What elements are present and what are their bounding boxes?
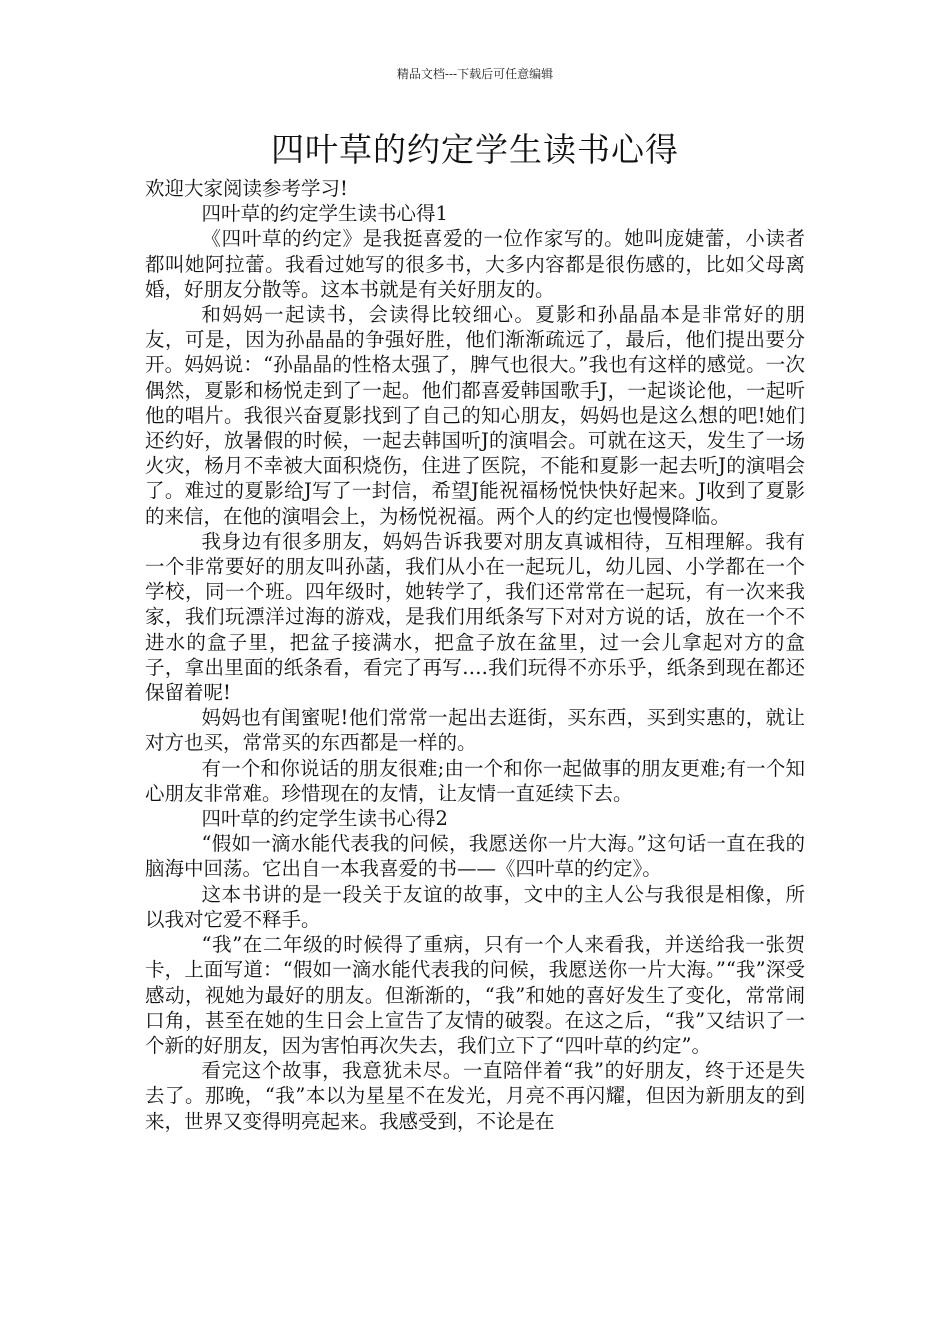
section-heading: 四叶草的约定学生读书心得1	[201, 202, 448, 226]
paragraph: 和妈妈一起读书，会读得比较细心。夏影和孙晶晶本是非常好的朋友，可是，因为孙晶晶的争强好胜，他们渐渐疏远了，最后，他们提出要分开。妈妈说：“孙晶晶的性格太强了，脾气也很大。”我也有这样的感觉。一次偶然，夏影和杨悦走到了一起。他们都喜爱韩国歌手J，一起谈论他，一起听他的唱片。我很兴奋夏影找到了自己的知心朋友，妈妈也是这么想的吧!她们还约好，放暑假的时候，一起去韩国听J的演唱会。可就在这天，发生了一场火灾，杨月不幸被大面积烧伤，住进了医院，不能和夏影一起去听J的演唱会了。难过的夏影给J写了一封信，希望J能祝福杨悦快快好起来。J收到了夏影的来信，在他的演唱会上，为杨悦祝福。两个人的约定也慢慢降临。	[145, 303, 805, 528]
paragraph: “我”在二年级的时候得了重病，只有一个人来看我，并送给我一张贺卡，上面写道：“假如一滴水能代表我的问候，我愿送你一片大海。”“我”深受感动，视她为最好的朋友。但渐渐的，“我”和她的喜好发生了变化，常常闹口角，甚至在她的生日会上宣告了友情的破裂。在这之后，“我”又结识了一个新的好朋友，因为害怕再次失去，我们立下了“四叶草的约定”。	[145, 933, 805, 1057]
paragraph: 《四叶草的约定》是我挺喜爱的一位作家写的。她叫庞婕蕾，小读者都叫她阿拉蕾。我看过她写的很多书，大多内容都是很伤感的，比如父母离婚，好朋友分散等。这本书就是有关好朋友的。	[145, 227, 805, 301]
paragraph: “假如一滴水能代表我的问候，我愿送你一片大海。”这句话一直在我的脑海中回荡。它出自一本我喜爱的书——《四叶草的约定》。	[145, 832, 805, 881]
intro-line: 欢迎大家阅读参考学习!	[145, 177, 348, 200]
paragraph: 有一个和你说话的朋友很难;由一个和你一起做事的朋友更难;有一个知心朋友非常难。珍惜现在的友情，让友情一直延续下去。	[145, 756, 805, 805]
paragraph: 我身边有很多朋友，妈妈告诉我要对朋友真诚相待，互相理解。我有一个非常要好的朋友叫孙菡，我们从小在一起玩儿，幼儿园、小学都在一个学校，同一个班。四年级时，她转学了，我们还常常在一起玩，有一次来我家，我们玩漂洋过海的游戏，是我们用纸条写下对对方说的话，放在一个不进水的盒子里，把盆子接满水，把盒子放在盆里，过一会儿拿起对方的盒子，拿出里面的纸条看，看完了再写….我们玩得不亦乐乎，纸条到现在都还保留着呢!	[145, 529, 805, 705]
paragraph: 看完这个故事，我意犹未尽。一直陪伴着“我”的好朋友，终于还是失去了。那晚，“我”本以为星星不在发光，月亮不再闪耀，但因为新朋友的到来，世界又变得明亮起来。我感受到，不论是在	[145, 1059, 805, 1133]
page-header-note: 精品文档---下载后可任意编辑	[396, 67, 554, 81]
paragraph: 妈妈也有闺蜜呢!他们常常一起出去逛街，买东西，买到实惠的，就让对方也买，常常买的东西都是一样的。	[145, 706, 805, 755]
document-body	[145, 176, 805, 1134]
paragraph: 这本书讲的是一段关于友谊的故事，文中的主人公与我很是相像，所以我对它爱不释手。	[145, 882, 805, 931]
document-title: 四叶草的约定学生读书心得	[271, 130, 679, 169]
section-heading: 四叶草的约定学生读书心得2	[201, 807, 448, 831]
